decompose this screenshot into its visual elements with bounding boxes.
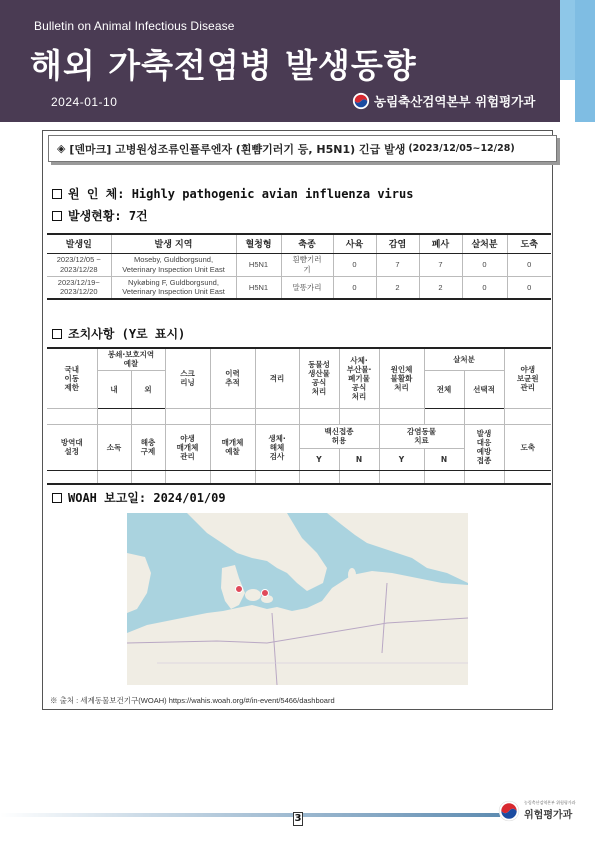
answer-cell	[339, 470, 379, 484]
answer-cell	[47, 470, 97, 484]
status-label: 발생현황:	[68, 209, 122, 223]
bulletin-label: Bulletin on Animal Infectious Disease	[34, 19, 235, 33]
issue-date: 2024-01-10	[51, 95, 118, 109]
page-title: 해외 가축전염병 발생동향	[30, 46, 417, 85]
pathogen-label: 원 인 체:	[68, 187, 125, 201]
event-title-box	[48, 135, 557, 162]
measure-vector-control: 해충 구제	[131, 424, 165, 470]
table-row	[47, 253, 551, 276]
measure-carcass-disposal: 사체· 부산물· 폐기물 공식 처리	[339, 348, 379, 408]
woah-date: 2024/01/09	[153, 491, 226, 505]
table-cell: H5N1	[236, 276, 281, 299]
measure-wild-vector: 야생 매개체 관리	[165, 424, 210, 470]
measure-vaccination: 백신접종 허용	[299, 424, 379, 448]
table-cell: 0	[462, 253, 507, 276]
answer-cell	[255, 408, 299, 424]
measure-prevention-vaccination: 발생 대응 예방 접종	[464, 424, 504, 470]
col-header: 살처분	[462, 234, 507, 253]
table-cell: 2	[376, 276, 419, 299]
answer-cell	[464, 470, 504, 484]
org-brand	[352, 92, 535, 110]
checkbox-icon	[52, 493, 62, 503]
col-header: 감염	[376, 234, 419, 253]
zone-outside: 외	[131, 370, 165, 408]
map-image	[127, 513, 468, 685]
checkbox-icon	[52, 189, 62, 199]
measure-zone-surveillance: 봉쇄·보호지역 예찰	[97, 348, 165, 370]
answer-cell	[131, 470, 165, 484]
measure-culling: 살처분	[424, 348, 504, 370]
event-title: [덴마크] 고병원성조류인플루엔자 (흰뺨기러기 등, H5N1) 긴급 발생	[69, 142, 406, 156]
footer-org-name: 위험평가과	[524, 809, 573, 821]
measure-bio-test: 생체· 해체 검사	[255, 424, 299, 470]
answer-cell	[379, 470, 424, 484]
status-row	[52, 207, 148, 224]
header-accent-strip	[575, 0, 595, 122]
page-number: 3	[294, 813, 302, 824]
answer-cell	[97, 408, 131, 424]
table-cell: 0	[507, 276, 551, 299]
footer-line	[0, 813, 500, 817]
measures-table	[47, 347, 551, 485]
table-cell: 0	[333, 253, 376, 276]
woah-label: WOAH 보고일:	[68, 491, 147, 505]
measure-tracing: 이력 추적	[210, 348, 255, 408]
answer-cell	[165, 470, 210, 484]
col-header: 혈청형	[236, 234, 281, 253]
col-header: 폐사	[419, 234, 462, 253]
cull-all: 전체	[424, 370, 464, 408]
treatment-yes: Y	[379, 448, 424, 470]
status-value: 7건	[128, 209, 148, 223]
answer-cell	[97, 470, 131, 484]
answer-cell	[131, 408, 165, 424]
cull-selective: 선택적	[464, 370, 504, 408]
emblem-icon	[498, 800, 520, 822]
vaccine-yes: Y	[299, 448, 339, 470]
measure-barrier-zone: 방역대 설정	[47, 424, 97, 470]
measures-label: 조치사항 (Y로 표시)	[68, 327, 186, 341]
col-header: 축종	[281, 234, 333, 253]
outbreak-map	[127, 513, 468, 685]
measure-wild-reservoir: 야생 보균원 관리	[504, 348, 551, 408]
answer-cell	[379, 408, 424, 424]
col-header: 발생 지역	[111, 234, 236, 253]
table-cell: 0	[333, 276, 376, 299]
answer-cell	[210, 470, 255, 484]
checkbox-icon	[52, 211, 62, 221]
zone-inside: 내	[97, 370, 131, 408]
table-cell: H5N1	[236, 253, 281, 276]
table-cell: 2023/12/19~ 2023/12/20	[47, 276, 111, 299]
measures-heading	[52, 325, 185, 342]
col-header: 발생일	[47, 234, 111, 253]
table-cell: 2023/12/05 ~ 2023/12/28	[47, 253, 111, 276]
table-cell: 2	[419, 276, 462, 299]
table-row	[47, 276, 551, 299]
col-header: 도축	[507, 234, 551, 253]
measure-disinfection: 소독	[97, 424, 131, 470]
table-cell: 흰뺨기러 기	[281, 253, 333, 276]
measure-domestic-restriction: 국내 이동 제한	[47, 348, 97, 408]
answer-cell	[255, 470, 299, 484]
checkbox-icon	[52, 329, 62, 339]
footer-brand	[498, 800, 576, 822]
answer-cell	[464, 408, 504, 424]
answer-cell	[424, 470, 464, 484]
answer-cell	[504, 408, 551, 424]
col-header: 사육	[333, 234, 376, 253]
pathogen-row	[52, 185, 413, 202]
emblem-icon	[352, 92, 370, 110]
measure-animal-products: 동물성 생산물 공식 처리	[299, 348, 339, 408]
footer-org-small: 농림축산검역본부 위험평가과	[524, 800, 576, 806]
measure-vector-surveillance: 매개체 예찰	[210, 424, 255, 470]
measure-quarantine: 격리	[255, 348, 299, 408]
answer-cell	[504, 470, 551, 484]
treatment-no: N	[424, 448, 464, 470]
measure-slaughter: 도축	[504, 424, 551, 470]
answer-cell	[299, 408, 339, 424]
map-marker-icon	[236, 586, 243, 593]
diamond-bullet-icon: ◈	[57, 142, 66, 155]
measure-treatment: 감염동물 치료	[379, 424, 464, 448]
table-cell: 0	[507, 253, 551, 276]
answer-cell	[424, 408, 464, 424]
answer-cell	[299, 470, 339, 484]
woah-row	[52, 489, 226, 506]
header-banner	[0, 0, 595, 122]
answer-cell	[165, 408, 210, 424]
source-note: ※ 출처 : 세계동물보건기구(WOAH) https://wahis.woah.org/#/in-event/5466/dashboard	[50, 696, 335, 705]
answer-cell	[210, 408, 255, 424]
table-cell: 0	[462, 276, 507, 299]
vaccine-no: N	[339, 448, 379, 470]
outbreak-table-header	[47, 234, 551, 253]
table-cell: 7	[376, 253, 419, 276]
table-cell: 말똥가리	[281, 276, 333, 299]
table-cell: Nykøbing F, Guldborgsund, Veterinary Inspection Unit East	[111, 276, 236, 299]
table-cell: 7	[419, 253, 462, 276]
table-cell: Moseby, Guldborgsund, Veterinary Inspection Unit East	[111, 253, 236, 276]
org-name: 농림축산검역본부 위험평가과	[374, 94, 536, 109]
measure-screening: 스크 리닝	[165, 348, 210, 408]
pathogen-value: Highly pathogenic avian influenza virus	[131, 187, 414, 201]
answer-cell	[339, 408, 379, 424]
measure-pathogen-inactivation: 원인체 불활화 처리	[379, 348, 424, 408]
map-marker-icon	[262, 590, 269, 597]
answer-cell	[47, 408, 97, 424]
event-date-range: (2023/12/05~12/28)	[408, 143, 515, 154]
outbreak-table	[47, 233, 551, 300]
